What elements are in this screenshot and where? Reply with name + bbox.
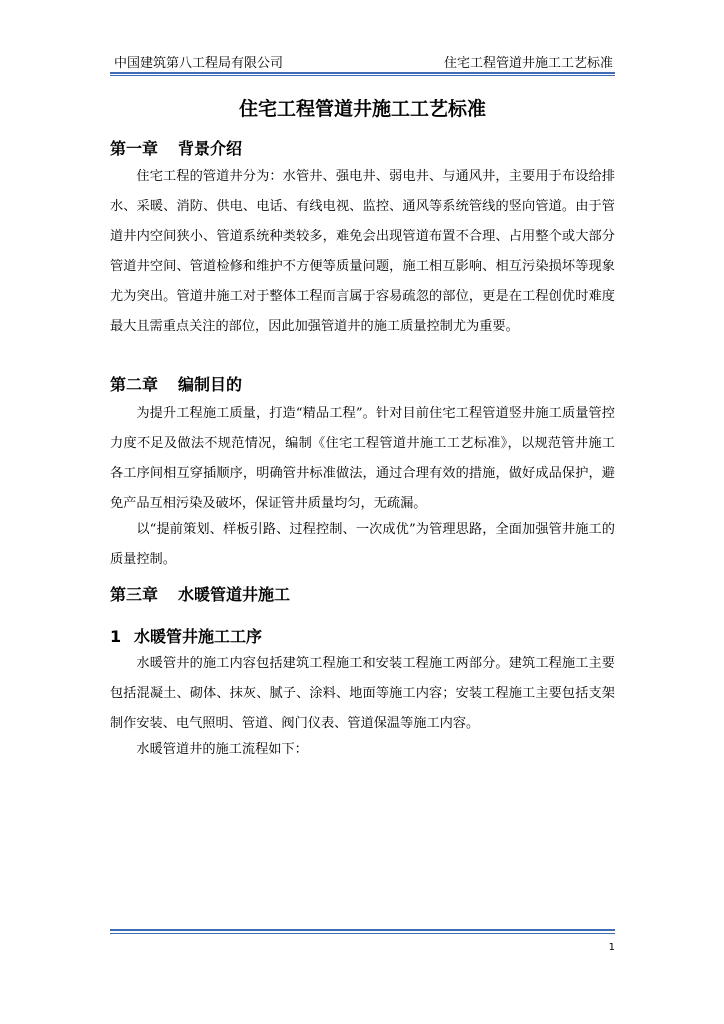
header-rule-thin	[110, 75, 615, 76]
section-1-heading	[110, 624, 615, 647]
page-number: 1	[608, 942, 615, 953]
section-1-number: 1	[110, 627, 122, 646]
chapter-3-title: 水暖管道井施工	[178, 585, 291, 604]
page-header	[110, 50, 615, 72]
chapter-1-number: 第一章	[110, 139, 159, 158]
header-company: 中国建筑第八工程局有限公司	[114, 56, 284, 71]
chapter-1-paragraph: 住宅工程的管道井分为：水管井、强电井、弱电井、与通风井，主要用于布设给排水、采暖、消防、供电、电话、有线电视、监控、通风等系统管线的竖向管道。由于管道井内空间狭小、管道系统种类较多，难免会出现管道布置不合理、占用整个或大部分管道井空间、管道检修和维护不方便等质量问题，施工相互影响、相互污染损坏等现象尤为突出。管道井施工对于整体工程而言属于容易疏忽的部位，更是在工程创优时难度最大且需重点关注的部位，因此加强管道井的施工质量控制尤为重要。	[110, 169, 615, 334]
section-1-title: 水暖管井施工工序	[134, 627, 263, 646]
chapter-2-title: 编制目的	[178, 375, 243, 394]
chapter-2-paragraph-1: 为提升工程施工质量，打造“精品工程”。针对目前住宅工程管道竖井施工质量管控力度不足及做法不规范情况，编制《住宅工程管道井施工工艺标准》，以规范管井施工各工序间相互穿插顺序，明确管井标准做法，通过合理有效的措施，做好成品保护，避免产品互相污染及破坏，保证管井质量均匀，无疏漏。	[110, 406, 615, 511]
section-1-paragraph-1: 水暖管井的施工内容包括建筑工程施工和安装工程施工两部分。建筑工程施工主要包括混凝土、砌体、抹灰、腻子、涂料、地面等施工内容；安装工程施工主要包括支架制作安装、电气照明、管道、阀门仪表、管道保温等施工内容。	[110, 656, 615, 731]
chapter-2-paragraph-2: 以“提前策划、样板引路、过程控制、一次成优”为管理思路，全面加强管井施工的质量控制。	[110, 522, 615, 567]
chapter-1-heading	[110, 136, 615, 159]
chapter-3-number: 第三章	[110, 585, 159, 604]
header-doc-title: 住宅工程管道井施工工艺标准	[443, 56, 613, 71]
header-rule	[110, 72, 615, 74]
chapter-1-title: 背景介绍	[178, 139, 243, 158]
chapter-2-number: 第二章	[110, 375, 159, 394]
chapter-2-heading	[110, 372, 615, 395]
chapter-3-heading	[110, 582, 615, 605]
footer-rule-thin	[110, 933, 615, 934]
section-1-paragraph-2: 水暖管道井的施工流程如下：	[136, 742, 308, 757]
document-title: 住宅工程管道井施工工艺标准	[238, 98, 486, 120]
footer-rule	[110, 929, 615, 931]
